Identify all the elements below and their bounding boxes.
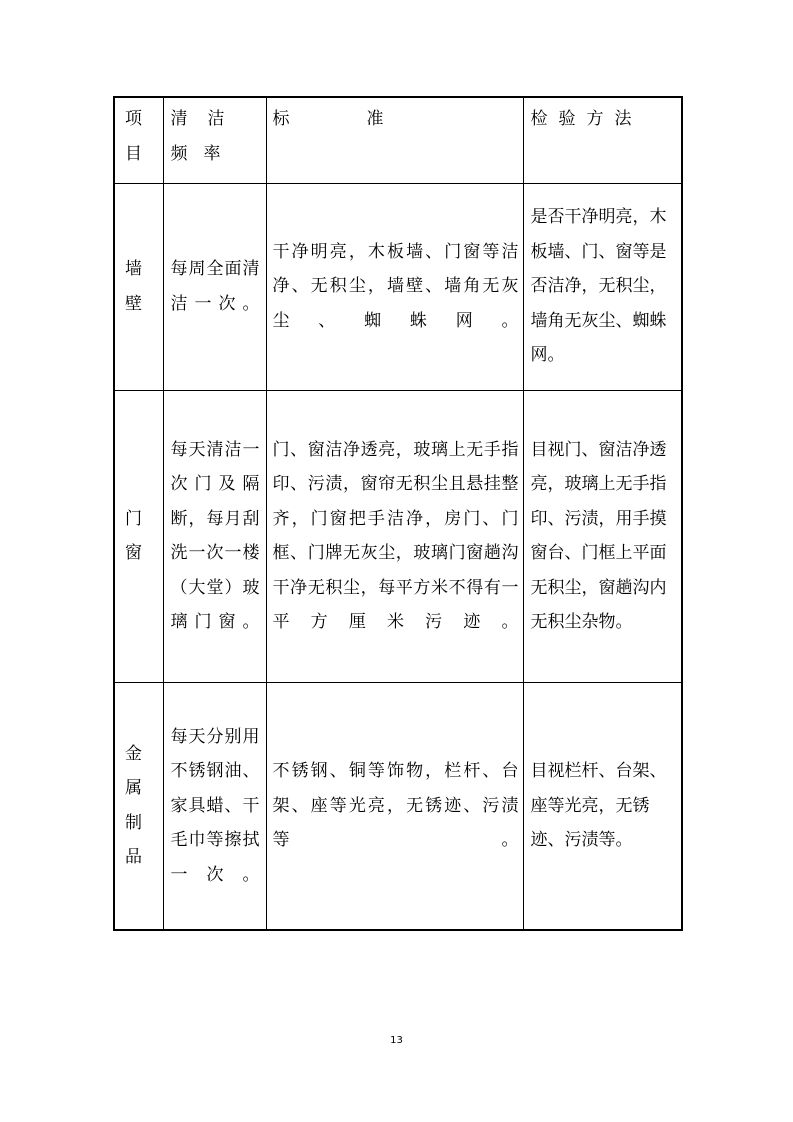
header-item-line-1: 项 bbox=[125, 109, 142, 129]
row-item-char: 制 bbox=[125, 812, 142, 833]
row-item bbox=[114, 682, 163, 930]
row-item bbox=[114, 183, 163, 390]
row-standard: 门、窗洁净透亮，玻璃上无手指印、污渍，窗帘无积尘且悬挂整齐，门窗把手洁净，房门、门框、门牌无灰尘，玻璃门窗趟沟干净无积尘，每平方米不得有一平方厘米污迹。 bbox=[266, 390, 523, 682]
row-item-char: 品 bbox=[125, 847, 142, 868]
row-method: 是否干净明亮，木板墙、门、窗等是否洁净，无积尘，墙角无灰尘、蜘蛛网。 bbox=[523, 183, 682, 390]
page-number: 13 bbox=[390, 1035, 403, 1046]
row-frequency: 每周全面清洁一次。 bbox=[163, 183, 266, 390]
row-item-char: 壁 bbox=[125, 293, 142, 314]
cleaning-standards-table bbox=[113, 96, 683, 931]
row-item-char: 属 bbox=[125, 778, 142, 799]
header-method bbox=[523, 97, 682, 183]
header-standard-part-1: 标 bbox=[272, 109, 290, 129]
header-standard bbox=[266, 97, 523, 183]
row-frequency: 每天清洁一次门及隔断，每月刮洗一次一楼（大堂）玻璃门窗。 bbox=[163, 390, 266, 682]
row-item-char: 窗 bbox=[125, 543, 142, 563]
row-standard: 不锈钢、铜等饰物，栏杆、台架、座等光亮，无锈迹、污渍等。 bbox=[266, 682, 523, 930]
header-frequency-line-1: 清洁 bbox=[170, 109, 245, 129]
row-method: 目视门、窗洁净透亮，玻璃上无手指印、污渍，用手摸窗台、门框上平面无积尘，窗趟沟内无积尘杂物。 bbox=[523, 390, 682, 682]
header-item bbox=[114, 97, 163, 183]
row-frequency: 每天分别用不锈钢油、家具蜡、干毛巾等擦拭一次。 bbox=[163, 682, 266, 930]
header-frequency bbox=[163, 97, 266, 183]
header-standard-part-2: 准 bbox=[366, 109, 384, 129]
row-item-char: 墙 bbox=[125, 259, 142, 279]
table-row bbox=[114, 183, 682, 390]
header-method-label: 检验方法 bbox=[530, 109, 643, 129]
row-item-char: 金 bbox=[125, 743, 142, 764]
row-standard: 干净明亮，木板墙、门窗等洁净、无积尘，墙壁、墙角无灰尘、蜘蛛网。 bbox=[266, 183, 523, 390]
table-header-row bbox=[114, 97, 682, 183]
header-item-line-2: 目 bbox=[125, 143, 142, 164]
header-frequency-line-2: 频率 bbox=[170, 143, 237, 164]
row-method: 目视栏杆、台架、座等光亮，无锈迹、污渍等。 bbox=[523, 682, 682, 930]
table-row bbox=[114, 682, 682, 930]
table-row bbox=[114, 390, 682, 682]
row-item-char: 门 bbox=[125, 508, 142, 529]
row-item bbox=[114, 390, 163, 682]
